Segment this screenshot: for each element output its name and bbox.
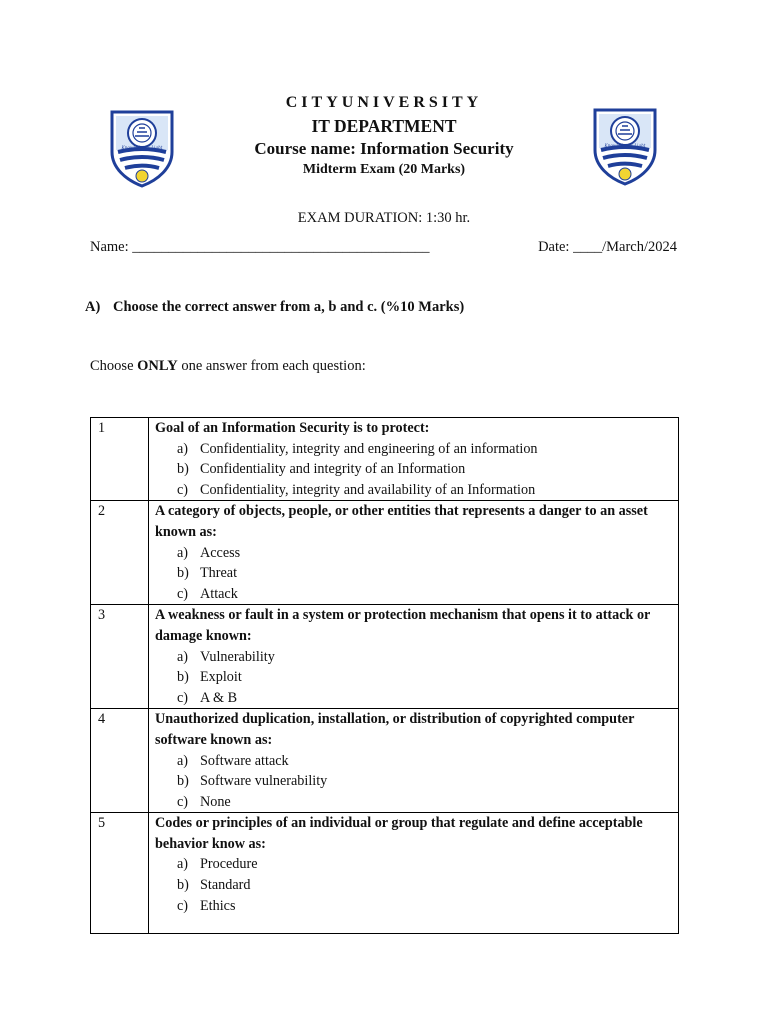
- date-field[interactable]: Date: ____/March/2024: [538, 239, 677, 255]
- option-letter: a): [177, 856, 189, 873]
- option-item[interactable]: [177, 771, 672, 792]
- name-field[interactable]: Name: _________________________________________: [90, 239, 430, 255]
- option-letter: c): [177, 481, 189, 498]
- option-text: Procedure: [200, 856, 258, 873]
- question-number: 1: [91, 418, 149, 501]
- option-letter: b): [177, 565, 189, 582]
- option-item[interactable]: [177, 480, 672, 501]
- question-text: A category of objects, people, or other entities that represents a danger to an asset known as:: [155, 503, 648, 540]
- option-item[interactable]: [177, 563, 672, 584]
- option-letter: a): [177, 544, 189, 561]
- question-row: [91, 813, 679, 934]
- question-number: 3: [91, 605, 149, 709]
- option-letter: c): [177, 689, 189, 706]
- option-text: A & B: [200, 689, 238, 706]
- option-text: Threat: [200, 565, 238, 582]
- university-name: CITYUNIVERSITY: [285, 94, 483, 111]
- question-text: Unauthorized duplication, installation, or distribution of copyrighted computer software known as:: [155, 711, 635, 748]
- option-letter: c): [177, 585, 189, 602]
- question-cell: [149, 709, 679, 813]
- question-cell: [149, 813, 679, 934]
- section-heading: [85, 299, 464, 316]
- option-letter: c): [177, 793, 189, 810]
- logo-motto-left: Knowledge is Light: [121, 145, 163, 150]
- section-title: Choose the correct answer from a, b and c. (%10 Marks): [113, 299, 465, 315]
- department-title: IT DEPARTMENT: [311, 116, 457, 136]
- option-item[interactable]: [177, 667, 672, 688]
- option-item[interactable]: [177, 688, 672, 709]
- question-number: 5: [91, 813, 149, 934]
- question-text: Goal of an Information Security is to protect:: [155, 420, 430, 436]
- option-letter: a): [177, 752, 189, 769]
- option-item[interactable]: [177, 439, 672, 460]
- option-text: Ethics: [200, 897, 236, 914]
- question-row: [91, 501, 679, 605]
- option-letter: c): [177, 897, 189, 914]
- option-text: Vulnerability: [200, 648, 275, 665]
- question-cell: [149, 418, 679, 501]
- question-cell: [149, 501, 679, 605]
- option-letter: b): [177, 773, 189, 790]
- instruction-text: [90, 358, 366, 375]
- option-list: [155, 439, 672, 501]
- option-list: [155, 543, 672, 605]
- instruction-pre: Choose: [90, 358, 138, 374]
- option-text: Software attack: [200, 752, 289, 769]
- instruction-post: one answer from each question:: [177, 358, 366, 374]
- question-number: 2: [91, 501, 149, 605]
- option-list: [155, 854, 672, 916]
- option-text: Confidentiality, integrity and availability of an Information: [200, 481, 536, 498]
- option-item[interactable]: [177, 584, 672, 605]
- option-text: Software vulnerability: [200, 773, 328, 790]
- option-item[interactable]: [177, 647, 672, 668]
- option-item[interactable]: [177, 751, 672, 772]
- option-item[interactable]: [177, 854, 672, 875]
- question-text: Codes or principles of an individual or group that regulate and define acceptable behavior know as:: [155, 815, 643, 852]
- course-name: Course name: Information Security: [254, 139, 514, 158]
- option-text: Attack: [200, 585, 238, 602]
- option-item[interactable]: [177, 875, 672, 896]
- question-row: [91, 605, 679, 709]
- option-text: Access: [200, 544, 241, 561]
- option-letter: a): [177, 648, 189, 665]
- option-text: Confidentiality and integrity of an Information: [200, 461, 466, 478]
- option-text: Confidentiality, integrity and engineering of an information: [200, 440, 538, 457]
- option-list: [155, 647, 672, 709]
- question-number: 4: [91, 709, 149, 813]
- option-letter: b): [177, 877, 189, 894]
- exam-title: Midterm Exam (20 Marks): [302, 162, 466, 177]
- exam-duration: EXAM DURATION: 1:30 hr.: [297, 210, 471, 226]
- option-item[interactable]: [177, 792, 672, 813]
- option-letter: b): [177, 461, 189, 478]
- logo-motto-right: Knowledge is Light: [604, 143, 646, 148]
- option-letter: a): [177, 440, 189, 457]
- option-item[interactable]: [177, 543, 672, 564]
- question-cell: [149, 605, 679, 709]
- option-item[interactable]: [177, 459, 672, 480]
- question-row: [91, 709, 679, 813]
- question-text: A weakness or fault in a system or protection mechanism that opens it to attack or damage known:: [155, 607, 651, 644]
- question-row: [91, 418, 679, 501]
- option-item[interactable]: [177, 896, 672, 917]
- option-text: Exploit: [200, 669, 242, 686]
- questions-table: [90, 417, 679, 934]
- option-list: [155, 751, 672, 813]
- instruction-emphasis: ONLY: [137, 358, 178, 374]
- section-letter: A): [85, 299, 101, 315]
- option-text: Standard: [200, 877, 251, 894]
- option-text: None: [200, 793, 231, 810]
- option-letter: b): [177, 669, 189, 686]
